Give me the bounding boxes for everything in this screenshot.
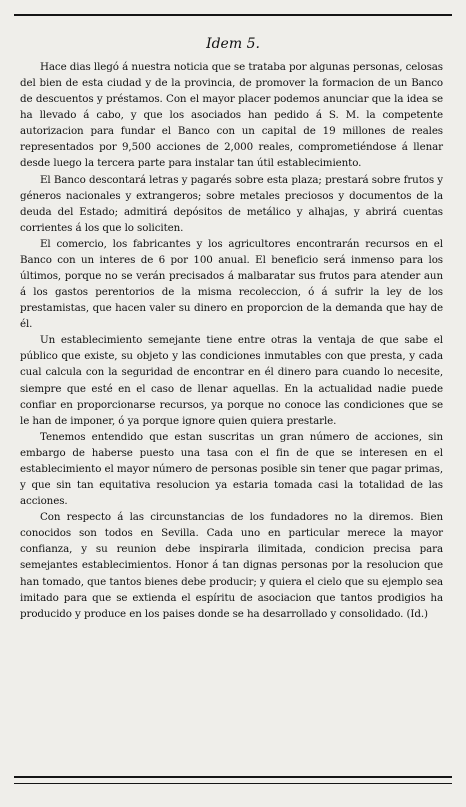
paragraph: Un establecimiento semejante tiene entre otras la ventaja de que sabe el público que existe, su objeto y las condiciones inmutables con que presta, y cada cual calcula con la seguridad de encontrar en él dinero para cuando lo necesite, siempre que esté en el caso de llenar aquellas. En la actualidad nadie puede confiar en proporcionarse recursos, ya porque no conoce las condiciones que se le han de imponer, ó ya porque ignore quien quiera prestarle. xyxy=(20,334,443,427)
bottom-rule xyxy=(14,776,452,778)
top-rule xyxy=(14,14,452,16)
bottom-rule-thin xyxy=(14,783,452,784)
paragraph: Tenemos entendido que estan suscritas un gran número de acciones, sin embargo de haberse puesto una tasa con el fin de que se interesen en el establecimiento el mayor número de personas posible sin tener que pagar primas, y que sin tan equitativa resolucion ya estaria tomada casi la totalidad de las acciones. xyxy=(20,430,443,508)
article-body xyxy=(20,59,443,622)
paragraph: Hace dias llegó á nuestra noticia que se trataba por algunas personas, celosas del bien de esta ciudad y de la provincia, de promover la formacion de un Banco de descuentos y préstamos. Con el mayor placer podemos anunciar que la idea se ha llevado á cabo, y que los asociados han pedido á S. M. la competente autorizacion para fundar el Banco con un capital de 19 millones de reales representados por 9,500 acciones de 2,000 reales, comprometiéndose á llenar desde luego la tercera parte para instalar tan útil establecimiento. xyxy=(20,61,443,170)
article-heading: Idem 5. xyxy=(206,36,260,52)
paragraph: Con respecto á las circunstancias de los fundadores no la diremos. Bien conocidos son todos en Sevilla. Cada uno en particular merece la mayor confianza, y su reunion debe inspirarla ilimitada, condicion precisa para semejantes establecimientos. Honor á tan dignas personas por la resolucion que han tomado, que tantos bienes debe producir; y quiera el cielo que su ejemplo sea imitado para que se extienda el espíritu de asociacion que tantos prodigios ha producido y produce en los paises donde se ha desarrollado y consolidado. (Id.) xyxy=(20,511,443,620)
paragraph: El comercio, los fabricantes y los agricultores encontrarán recursos en el Banco con un interes de 6 por 100 anual. El beneficio será inmenso para los últimos, porque no se verán precisados á malbaratar sus frutos para atender aun á los gastos perentorios de la misma recoleccion, ó á sufrir la ley de los prestamistas, que hacen valer su dinero en proporcion de la demanda que hay de él. xyxy=(20,237,443,331)
paragraph: El Banco descontará letras y pagarés sobre esta plaza; prestará sobre frutos y géneros nacionales y extrangeros; sobre metales preciosos y documentos de la deuda del Estado; admitirá depósitos de metálico y alhajas, y abrirá cuentas corrientes á los que lo soliciten. xyxy=(20,173,443,234)
